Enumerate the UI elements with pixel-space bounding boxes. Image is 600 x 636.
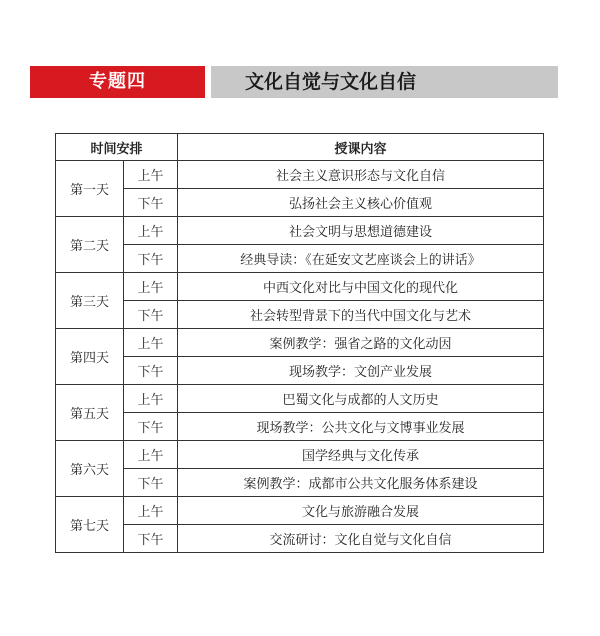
table-row — [56, 469, 544, 497]
period-cell: 上午 — [124, 497, 178, 525]
day-cell: 第一天 — [56, 161, 124, 217]
period-cell: 上午 — [124, 385, 178, 413]
topic-cell: 现场教学：文创产业发展 — [178, 357, 544, 385]
day-cell: 第六天 — [56, 441, 124, 497]
table-row — [56, 161, 544, 189]
period-cell: 下午 — [124, 357, 178, 385]
topic-cell: 巴蜀文化与成都的人文历史 — [178, 385, 544, 413]
table-row — [56, 497, 544, 525]
table-row — [56, 525, 544, 553]
table-row — [56, 413, 544, 441]
day-cell: 第四天 — [56, 329, 124, 385]
schedule-table — [55, 133, 544, 553]
topic-cell: 社会文明与思想道德建设 — [178, 217, 544, 245]
table-row — [56, 385, 544, 413]
topic-cell: 社会转型背景下的当代中国文化与艺术 — [178, 301, 544, 329]
topic-cell: 社会主义意识形态与文化自信 — [178, 161, 544, 189]
day-cell: 第五天 — [56, 385, 124, 441]
period-cell: 下午 — [124, 189, 178, 217]
period-cell: 下午 — [124, 413, 178, 441]
topic-cell: 案例教学：成都市公共文化服务体系建设 — [178, 469, 544, 497]
table-row — [56, 301, 544, 329]
table-header-row — [56, 134, 544, 161]
table-row — [56, 217, 544, 245]
day-cell: 第二天 — [56, 217, 124, 273]
table-row — [56, 441, 544, 469]
topic-cell: 中西文化对比与中国文化的现代化 — [178, 273, 544, 301]
topic-cell: 经典导读：《在延安文艺座谈会上的讲话》 — [178, 245, 544, 273]
day-cell: 第三天 — [56, 273, 124, 329]
page-title: 文化自觉与文化自信 — [211, 66, 558, 98]
topic-cell: 案例教学：强省之路的文化动因 — [178, 329, 544, 357]
table-row — [56, 329, 544, 357]
time-header: 时间安排 — [56, 134, 178, 161]
period-cell: 下午 — [124, 525, 178, 553]
period-cell: 上午 — [124, 273, 178, 301]
period-cell: 下午 — [124, 301, 178, 329]
topic-cell: 现场教学：公共文化与文博事业发展 — [178, 413, 544, 441]
period-cell: 下午 — [124, 245, 178, 273]
day-cell: 第七天 — [56, 497, 124, 553]
table-row — [56, 357, 544, 385]
section-label: 专题四 — [30, 66, 205, 98]
content-header: 授课内容 — [178, 134, 544, 161]
table-row — [56, 189, 544, 217]
period-cell: 上午 — [124, 217, 178, 245]
period-cell: 上午 — [124, 161, 178, 189]
topic-cell: 文化与旅游融合发展 — [178, 497, 544, 525]
topic-cell: 国学经典与文化传承 — [178, 441, 544, 469]
period-cell: 上午 — [124, 329, 178, 357]
period-cell: 下午 — [124, 469, 178, 497]
topic-cell: 交流研讨：文化自觉与文化自信 — [178, 525, 544, 553]
table-row — [56, 273, 544, 301]
topic-cell: 弘扬社会主义核心价值观 — [178, 189, 544, 217]
table-row — [56, 245, 544, 273]
period-cell: 上午 — [124, 441, 178, 469]
